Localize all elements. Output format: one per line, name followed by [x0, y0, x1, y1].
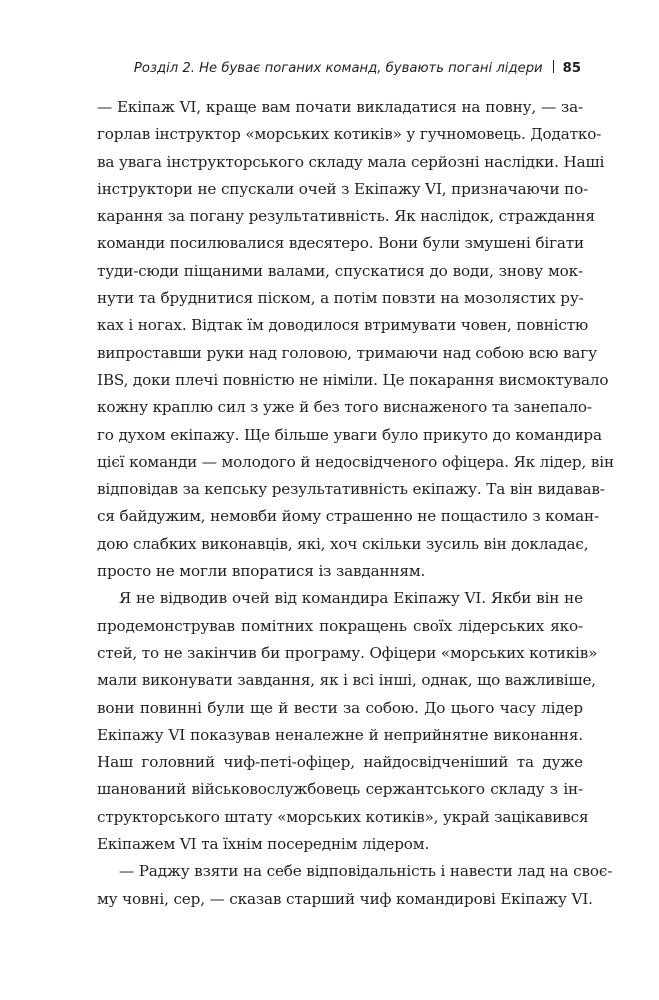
text-line: просто не могли впоратися із завданням.: [97, 562, 426, 581]
text-line: ся байдужим, немовби йому страшенно не пощастило з коман-: [97, 507, 599, 526]
text-line: дою слабких виконавців, які, хоч скільки зусиль він докладає,: [97, 534, 589, 553]
running-head-divider: [553, 60, 554, 73]
text-line: туди-сюди піщаними валами, спускатися до води, знову мок-: [97, 261, 583, 280]
text-line: інструктори не спускали очей з Екіпажу VI, призначаючи по-: [97, 179, 589, 198]
text-line: структорського штату «морських котиків», украй зацікавився: [97, 807, 589, 826]
text-line: Екіпажем VI та їхнім посереднім лідером.: [97, 835, 430, 854]
text-line: вони повинні були ще й вести за собою. До цього часу лідер: [97, 698, 583, 717]
text-line: му човні, сер, — сказав старший чиф командирові Екіпажу VI.: [97, 889, 593, 908]
paragraph: [97, 585, 598, 858]
page-number: 85: [562, 61, 581, 76]
text-line: Наш головний чиф-петі-офіцер, найдосвідченіший та дуже: [97, 753, 583, 772]
text-line: Екіпажу VI показував неналежне й неприйнятне виконання.: [97, 725, 583, 744]
body-text: [97, 94, 614, 913]
text-line: нути та бруднитися піском, а потім повзти на мозолястих ру-: [97, 289, 584, 308]
text-line: кожну краплю сил з уже й без того виснаженого та занепало-: [97, 398, 592, 417]
running-head: [134, 59, 581, 79]
paragraph: [97, 858, 613, 913]
text-line: горлав інструктор «морських котиків» у гучномовець. Додатко-: [97, 125, 602, 144]
text-line: шанований військовослужбовець сержантського складу з ін-: [97, 780, 583, 799]
text-line: випроставши руки над головою, тримаючи над собою всю вагу: [97, 343, 597, 362]
text-line: відповідав за кепську результативність екіпажу. Та він видавав-: [97, 480, 605, 499]
text-line: IBS, доки плечі повністю не німіли. Це покарання висмоктувало: [97, 370, 609, 389]
text-line: продемонстрував помітних покращень своїх лідерських яко-: [97, 616, 583, 635]
text-line: — Раджу взяти на себе відповідальність і навести лад на своє-: [119, 862, 613, 881]
text-line: карання за погану результативність. Як наслідок, страждання: [97, 207, 595, 226]
text-line: стей, то не закінчив би програму. Офіцери «морських котиків»: [97, 643, 598, 662]
paragraph: [97, 94, 614, 585]
text-line: цієї команди — молодого й недосвідченого офіцера. Як лідер, він: [97, 452, 614, 471]
text-line: команди посилювалися вдесятеро. Вони були змушені бігати: [97, 234, 585, 253]
running-head-title: Розділ 2. Не буває поганих команд, бувають погані лідери: [133, 61, 543, 76]
text-line: ках і ногах. Відтак їм доводилося втримувати човен, повністю: [97, 316, 589, 335]
text-line: Я не відводив очей від командира Екіпажу VI. Якби він не: [119, 589, 583, 608]
text-line: ва увага інструкторського складу мала серйозні наслідки. Наші: [97, 152, 605, 171]
text-line: го духом екіпажу. Ще більше уваги було прикуто до командира: [97, 425, 602, 444]
text-line: мали виконувати завдання, як і всі інші, однак, що важливіше,: [97, 671, 596, 690]
text-line: — Екіпаж VI, краще вам почати викладатися на повну, — за-: [97, 98, 583, 116]
